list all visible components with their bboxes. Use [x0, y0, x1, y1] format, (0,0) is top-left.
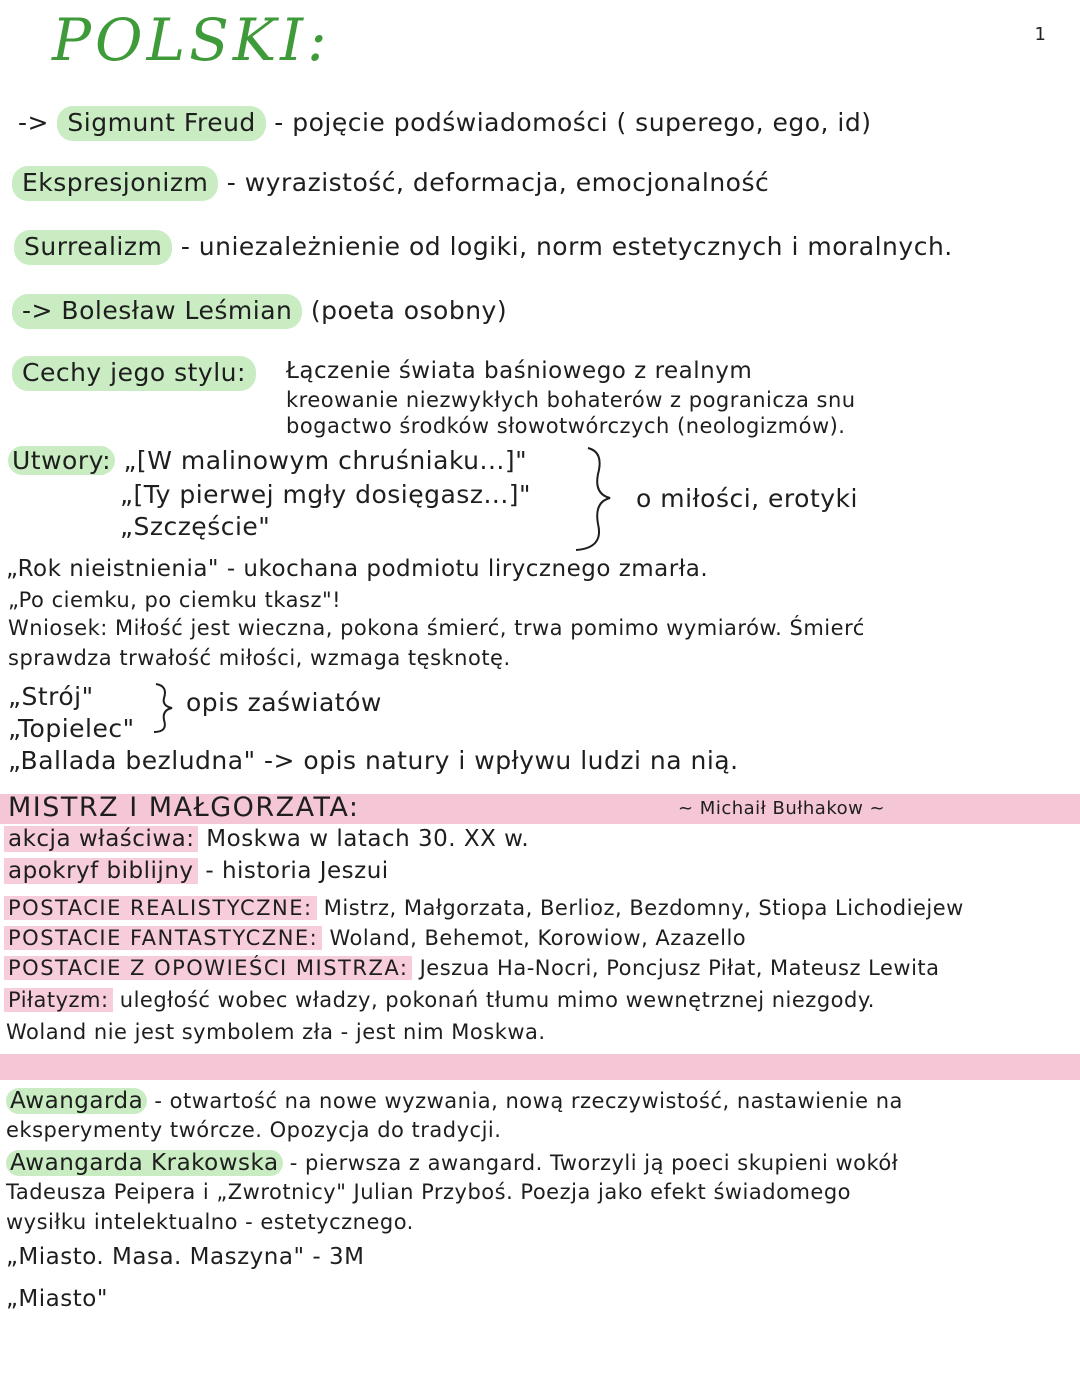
utwor-3: „Szczęście"	[120, 512, 271, 541]
utwory-label: Utwory:	[8, 446, 115, 475]
lesmian-desc: (poeta osobny)	[310, 296, 508, 325]
cechy-item-2: kreowanie niezwykłych bohaterów z pogranicza snu	[286, 388, 856, 412]
section-divider-bar	[0, 1054, 1080, 1080]
lesmian-line	[12, 296, 507, 325]
surrealizm-desc: - uniezależnienie od logiki, norm estetycznych i moralnych.	[180, 232, 953, 261]
fant-value: Woland, Behemot, Korowiow, Azazello	[329, 926, 747, 950]
opow-line	[4, 956, 940, 980]
apokryf-value: - historia Jeszui	[205, 858, 389, 884]
rok-line: „Rok nieistnienia" - ukochana podmiotu lirycznego zmarła.	[6, 556, 709, 582]
arrow-icon: ->	[18, 108, 49, 137]
curly-brace-icon	[568, 444, 628, 554]
freud-line	[18, 108, 871, 137]
opow-label: POSTACIE Z OPOWIEŚCI MISTRZA:	[4, 956, 412, 980]
wniosek-line-1: Wniosek: Miłość jest wieczna, pokona śmierć, trwa pomimo wymiarów. Śmierć	[8, 616, 865, 640]
utwory-line	[8, 446, 527, 475]
ekspresjonizm-desc: - wyrazistość, deformacja, emocjonalność	[226, 168, 770, 197]
ballada-line: „Ballada bezludna" -> opis natury i wpływu ludzi na nią.	[8, 746, 739, 775]
cechy-item-3: bogactwo środków słowotwórczych (neologizmów).	[286, 414, 846, 438]
miasto-masa-line: „Miasto. Masa. Maszyna" - 3M	[6, 1244, 365, 1270]
krak-line-2: Tadeusza Peipera i „Zwrotnicy" Julian Przyboś. Poezja jako efekt świadomego	[6, 1180, 851, 1204]
ciemku-line: „Po ciemku, po ciemku tkasz"!	[8, 588, 342, 612]
ekspresjonizm-term: Ekspresjonizm	[12, 166, 218, 201]
krak-line-3: wysiłku intelektualno - estetycznego.	[6, 1210, 414, 1234]
freud-name: Sigmunt Freud	[57, 106, 265, 141]
awangarda-desc-1: - otwartość na nowe wyzwania, nową rzeczywistość, nastawienie na	[154, 1089, 903, 1113]
utwor-1: „[W malinowym chruśniaku...]"	[123, 446, 528, 475]
awangarda-line-2: eksperymenty twórcze. Opozycja do tradycji.	[6, 1118, 502, 1142]
ekspresjonizm-line	[12, 168, 769, 197]
real-label: POSTACIE REALISTYCZNE:	[4, 896, 317, 920]
arrow-icon: ->	[22, 296, 53, 325]
fant-label: POSTACIE FANTASTYCZNE:	[4, 926, 322, 950]
cechy-term: Cechy jego stylu:	[12, 356, 256, 391]
awangarda-line-1	[6, 1088, 903, 1114]
lesmian-name: Bolesław Leśmian	[61, 296, 293, 325]
utwor-2: „[Ty pierwej mgły dosięgasz...]"	[120, 480, 532, 509]
mistrz-heading: MISTRZ I MAŁGORZATA:	[8, 792, 360, 823]
mistrz-author: ~ Michaił Bułhakow ~	[678, 798, 886, 819]
lesmian-name-wrap	[12, 294, 302, 329]
real-line	[4, 896, 964, 920]
apokryf-line	[4, 858, 389, 884]
topielec: „Topielec"	[8, 714, 135, 743]
opow-value: Jeszua Ha-Nocri, Poncjusz Piłat, Mateusz Lewita	[419, 956, 940, 980]
page-title: POLSKI:	[52, 6, 331, 74]
fant-line	[4, 926, 746, 950]
cechy-term-wrap	[12, 358, 256, 387]
akcja-line	[4, 826, 529, 852]
surrealizm-term: Surrealizm	[14, 230, 172, 265]
woland-line: Woland nie jest symbolem zła - jest nim Moskwa.	[6, 1020, 546, 1044]
miasto-line: „Miasto"	[6, 1286, 108, 1312]
real-value: Mistrz, Małgorzata, Berlioz, Bezdomny, Stiopa Lichodiejew	[323, 896, 964, 920]
surrealizm-line	[14, 232, 953, 261]
krak-desc-1: - pierwsza z awangard. Tworzyli ją poeci skupieni wokół	[289, 1151, 899, 1175]
wniosek-line-2: sprawdza trwałość miłości, wzmaga tęsknotę.	[8, 646, 511, 670]
akcja-label: akcja właściwa:	[4, 826, 198, 852]
akcja-value: Moskwa w latach 30. XX w.	[206, 826, 530, 852]
freud-desc: - pojęcie podświadomości ( superego, ego, id)	[274, 108, 872, 137]
curly-brace-icon	[150, 680, 180, 736]
pilatyzm-line	[4, 988, 875, 1012]
pilatyzm-value: uległość wobec władzy, pokonań tłumu mimo wewnętrznej niezgody.	[119, 988, 875, 1012]
apokryf-label: apokryf biblijny	[4, 858, 198, 884]
utwory-group-note: o miłości, erotyki	[636, 484, 858, 513]
page-number: 1	[1034, 24, 1046, 45]
zaswiaty-note: opis zaświatów	[186, 688, 382, 717]
krak-term: Awangarda Krakowska	[6, 1150, 283, 1176]
krak-line-1	[6, 1150, 898, 1176]
awangarda-term: Awangarda	[6, 1088, 147, 1114]
stroj: „Strój"	[8, 682, 94, 711]
pilatyzm-label: Piłatyzm:	[4, 988, 113, 1012]
cechy-item-1: Łączenie świata baśniowego z realnym	[286, 358, 753, 384]
